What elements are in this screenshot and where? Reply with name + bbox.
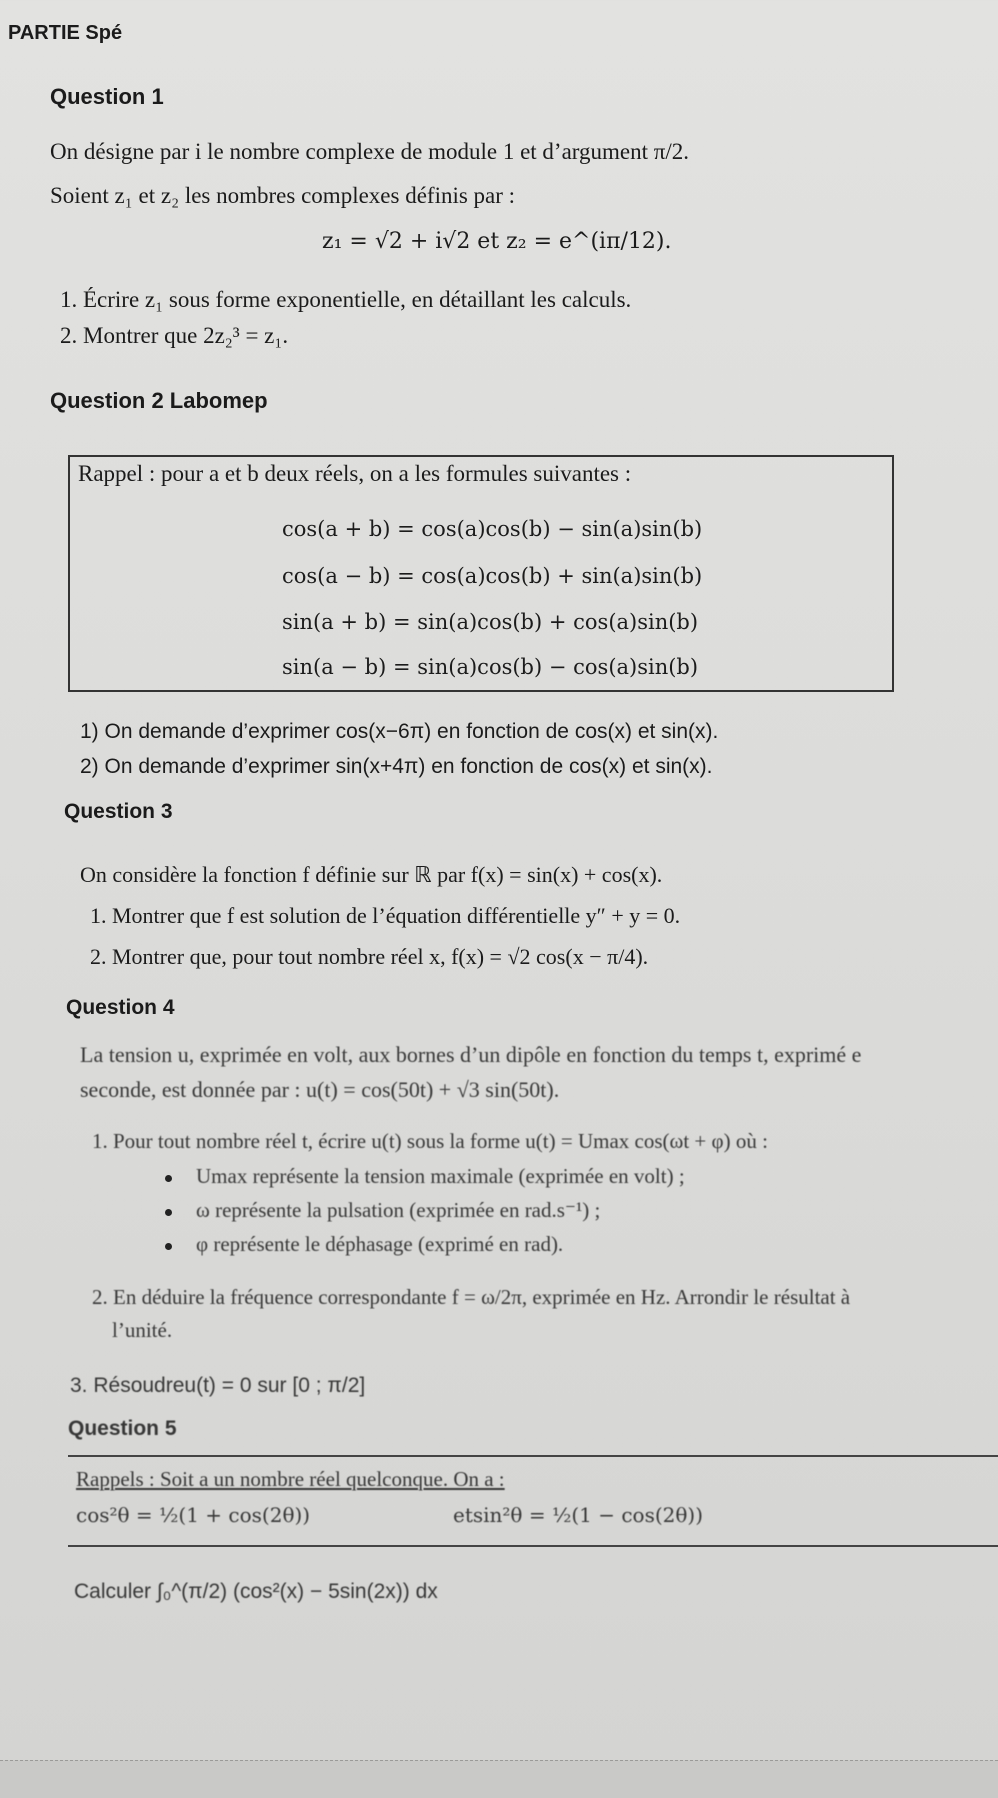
question-4-item-3: 3. Résoudreu(t) = 0 sur [0 ; π/2] [70, 1374, 366, 1397]
bullet-dot [165, 1209, 172, 1216]
question-1-item-2: 2. Montrer que 2z₂³ = z₁. [60, 323, 289, 348]
question-1-definitions: Soient z₁ et z₂ les nombres complexes définis par : [50, 183, 516, 208]
page-title: PARTIE Spé [8, 22, 123, 44]
question-4-item-1: 1. Pour tout nombre réel t, écrire u(t) sous la forme u(t) = Umax cos(ωt + φ) où : [92, 1129, 768, 1153]
question-1-formula: z₁ = √2 + i√2 et z₂ = e^(iπ/12). [322, 229, 672, 254]
rappels-box [68, 1455, 998, 1547]
question-1-intro: On désigne par i le nombre complexe de module 1 et d’argument π/2. [50, 139, 690, 164]
question-4-bullet-3: φ représente le déphasage (exprimé en rad). [196, 1232, 564, 1256]
question-4-bullet-1: Umax représente la tension maximale (exprimée en volt) ; [196, 1164, 685, 1188]
question-1-item-1: 1. Écrire z₁ sous forme exponentielle, en détaillant les calculs. [60, 287, 632, 312]
question-3-heading: Question 3 [64, 800, 173, 823]
formula-cos-squared: cos²θ = ½(1 + cos(2θ)) [76, 1503, 311, 1527]
question-3-item-1: 1. Montrer que f est solution de l’équation différentielle y″ + y = 0. [90, 903, 681, 928]
formula-sin-sum: sin(a + b) = sin(a)cos(b) + cos(a)sin(b) [282, 610, 699, 634]
formula-sin-squared: etsin²θ = ½(1 − cos(2θ)) [453, 1503, 704, 1527]
formula-cos-sum: cos(a + b) = cos(a)cos(b) − sin(a)sin(b) [282, 517, 703, 541]
bullet-dot [165, 1243, 172, 1250]
formula-sin-diff: sin(a − b) = sin(a)cos(b) − cos(a)sin(b) [282, 655, 699, 679]
formula-cos-diff: cos(a − b) = cos(a)cos(b) + sin(a)sin(b) [282, 564, 703, 588]
rappel-box-title: Rappel : pour a et b deux réels, on a les formules suivantes : [78, 461, 632, 486]
question-2-item-1: 1) On demande d’exprimer cos(x−6π) en fonction de cos(x) et sin(x). [80, 720, 719, 743]
question-4-bullet-2: ω représente la pulsation (exprimée en rad.s⁻¹) ; [196, 1198, 601, 1222]
question-1-heading: Question 1 [50, 84, 164, 109]
question-2-item-2: 2) On demande d’exprimer sin(x+4π) en fonction de cos(x) et sin(x). [80, 755, 713, 778]
question-4-heading: Question 4 [66, 996, 175, 1019]
question-3-intro: On considère la fonction f définie sur ℝ par f(x) = sin(x) + cos(x). [80, 862, 663, 887]
rappels-box-title: Rappels : Soit a un nombre réel quelconque. On a : [76, 1467, 505, 1491]
page-bottom-edge [0, 1760, 998, 1798]
question-5-task: Calculer ∫₀^(π/2) (cos²(x) − 5sin(2x)) dx [74, 1580, 438, 1603]
question-4-item-2-continued: l’unité. [112, 1318, 173, 1342]
question-5-heading: Question 5 [68, 1417, 177, 1440]
question-2-heading: Question 2 Labomep [50, 388, 268, 413]
question-4-intro-line-1: La tension u, exprimée en volt, aux bornes d’un dipôle en fonction du temps t, exprimé e [80, 1042, 862, 1067]
question-3-item-2: 2. Montrer que, pour tout nombre réel x, f(x) = √2 cos(x − π/4). [90, 944, 649, 969]
question-4-item-2: 2. En déduire la fréquence correspondante f = ω/2π, exprimée en Hz. Arrondir le résultat à [92, 1285, 851, 1309]
question-4-intro-line-2: seconde, est donnée par : u(t) = cos(50t) + √3 sin(50t). [80, 1077, 560, 1102]
bullet-dot [165, 1175, 172, 1182]
rappel-box [68, 455, 894, 692]
